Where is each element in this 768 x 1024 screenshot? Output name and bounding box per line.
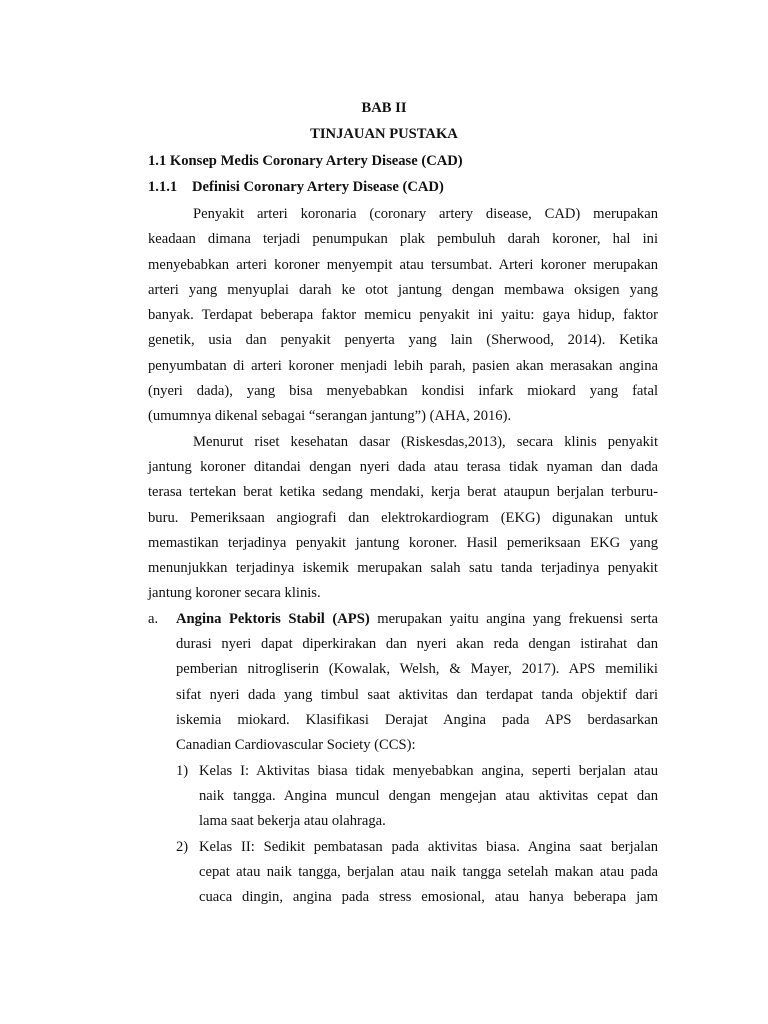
chapter-title: TINJAUAN PUSTAKA xyxy=(310,126,458,142)
paragraph-1-line: (umumnya dikenal sebagai “serangan jantung”) (AHA, 2016). xyxy=(148,408,512,424)
class-item-line: Kelas II: Sedikit pembatasan pada aktivitas biasa. Angina saat berjalan xyxy=(199,839,658,855)
item-a-line: sifat nyeri dada yang timbul saat aktivitas dan terdapat tanda objektif dari xyxy=(176,687,658,703)
class-item-marker: 2) xyxy=(176,839,189,855)
subsection-title: Definisi Coronary Artery Disease (CAD) xyxy=(192,179,444,195)
paragraph-2-line: Menurut riset kesehatan dasar (Riskesdas,2013), secara klinis penyakit xyxy=(193,434,658,450)
paragraph-2-line: memastikan terjadinya penyakit jantung koroner. Hasil pemeriksaan EKG yang xyxy=(148,535,658,551)
paragraph-1-line: banyak. Terdapat beberapa faktor memicu penyakit ini yaitu: gaya hidup, faktor xyxy=(148,307,658,323)
class-item-marker: 1) xyxy=(176,763,189,779)
class-item-line: cuaca dingin, angina pada stress emosional, atau hanya beberapa jam xyxy=(199,889,658,905)
paragraph-1-line: arteri yang menyuplai darah ke otot jantung dengan membawa oksigen yang xyxy=(148,282,658,298)
class-item-line: lama saat bekerja atau olahraga. xyxy=(199,813,386,829)
list-marker-a: a. xyxy=(148,611,159,627)
class-item-line: Kelas I: Aktivitas biasa tidak menyebabkan angina, seperti berjalan atau xyxy=(199,763,658,779)
subsection-number: 1.1.1 xyxy=(148,179,178,195)
paragraph-1-line: penyumbatan di arteri koroner menjadi lebih parah, pasien akan merasakan angina xyxy=(148,358,658,374)
paragraph-2-line: buru. Pemeriksaan angiografi dan elektrokardiogram (EKG) digunakan untuk xyxy=(148,510,658,526)
item-a-line: Canadian Cardiovascular Society (CCS): xyxy=(176,737,416,753)
paragraph-2-line: menunjukkan terjadinya iskemik merupakan salah satu tanda terjadinya penyakit xyxy=(148,560,658,576)
paragraph-1-line: menyebabkan arteri koroner menyempit atau tersumbat. Arteri koroner merupakan xyxy=(148,257,658,273)
chapter-heading: BAB II xyxy=(361,100,407,116)
item-a-line: durasi nyeri dapat diperkirakan dan nyeri akan reda dengan istirahat dan xyxy=(176,636,658,652)
item-a-first-rest: merupakan yaitu angina yang frekuensi serta xyxy=(369,611,658,627)
class-item-line: cepat atau naik tangga, berjalan atau naik tangga setelah makan atau pada xyxy=(199,864,658,880)
paragraph-2-line: jantung koroner secara klinis. xyxy=(148,585,321,601)
class-item-line: naik tangga. Angina muncul dengan mengejan atau aktivitas cepat dan xyxy=(199,788,658,804)
section-title: 1.1 Konsep Medis Coronary Artery Disease (CAD) xyxy=(148,153,463,169)
item-a-first-line xyxy=(176,609,658,629)
paragraph-1-line: (nyeri dada), yang bisa menyebabkan kondisi infark miokard yang fatal xyxy=(148,383,658,399)
paragraph-1-line: keadaan dimana terjadi penumpukan plak pembuluh darah koroner, hal ini xyxy=(148,231,658,247)
item-a-term: Angina Pektoris Stabil (APS) xyxy=(176,611,370,627)
paragraph-2-line: jantung koroner ditandai dengan nyeri dada atau terasa tidak nyaman dan dada xyxy=(148,459,658,475)
paragraph-1-line: genetik, usia dan penyakit penyerta yang lain (Sherwood, 2014). Ketika xyxy=(148,332,658,348)
item-a-line: iskemia miokard. Klasifikasi Derajat Angina pada APS berdasarkan xyxy=(176,712,658,728)
item-a-line: pemberian nitrogliserin (Kowalak, Welsh, & Mayer, 2017). APS memiliki xyxy=(176,661,658,677)
paragraph-2-line: terasa tertekan berat ketika sedang mendaki, kerja berat ataupun berjalan terburu- xyxy=(148,484,658,500)
paragraph-1-line: Penyakit arteri koronaria (coronary artery disease, CAD) merupakan xyxy=(193,206,658,222)
